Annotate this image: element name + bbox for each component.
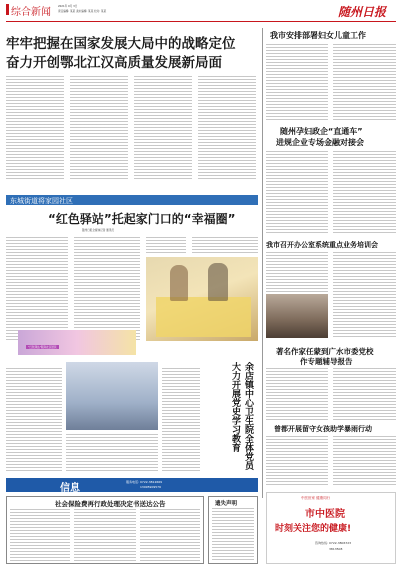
- newspaper-logo: 随州日报: [338, 5, 387, 19]
- ad-slogan: 时刻关注您的健康!: [275, 524, 352, 534]
- lost-body: [212, 508, 254, 561]
- feature-body-col1: [6, 237, 68, 341]
- right2-col1: [266, 151, 328, 233]
- right-article-1: [266, 28, 396, 122]
- feature-byline: 随州日报全媒体记者 通讯员: [82, 229, 114, 232]
- lead-body-col1: [6, 76, 64, 180]
- right-h3: 我市召开办公室系统重点业务培训会: [266, 241, 378, 249]
- notice-body-col2: [74, 509, 136, 561]
- column-divider: [262, 28, 263, 498]
- photo-person: [208, 263, 228, 301]
- lost-notice: [208, 496, 258, 564]
- right-h2-line2: 进规企业专场金融对接会: [276, 138, 364, 147]
- lead-title-line2: 奋力开创鄂北江汉高质量发展新局面: [6, 55, 222, 71]
- editors-line: 责任编辑: 某某 美术编辑: 某某 校对: 某某: [58, 10, 107, 13]
- vertical-headline-box: [204, 362, 258, 472]
- feature-caption: “红色驿站”服务社区居民: [28, 346, 57, 349]
- header-rule: [6, 21, 396, 22]
- photo-table: [156, 297, 251, 337]
- info-phone-label: 服务电话:: [126, 480, 140, 484]
- right-article-4: [266, 346, 396, 422]
- right4-col2: [333, 368, 396, 420]
- right5-col2: [333, 436, 396, 486]
- notice-body-col1: [10, 509, 70, 561]
- notice-title: 社会保险费再行政处理决定书送达公告: [55, 500, 166, 508]
- hospital-ad: [266, 492, 396, 564]
- feature-photo-left: [18, 330, 136, 355]
- info-title: 信息: [60, 483, 80, 494]
- right1-col2: [333, 44, 396, 120]
- info-fax: 13995909576: [140, 485, 161, 489]
- lead-body-col4: [198, 76, 256, 180]
- right4-col1: [266, 368, 328, 420]
- right-h4-line1: 著名作家任蒙到广水市委党校: [276, 347, 374, 356]
- lost-title: 遗失声明: [215, 501, 238, 507]
- lead-body-col2: [70, 76, 128, 180]
- section-marker: [6, 4, 9, 15]
- right-article-2: [266, 126, 396, 234]
- lead-title-line1: 牢牢把握在国家发展大局中的战略定位: [6, 36, 236, 52]
- feature-body-col2: [74, 237, 140, 341]
- right2-col2: [333, 151, 396, 233]
- right-h2-line1: 随州孕妇政企“直通车”: [280, 127, 363, 136]
- header: [0, 0, 402, 24]
- right5-col1: [266, 436, 328, 486]
- right-article-3: [266, 238, 396, 342]
- right-h5: 曾都开展留守女孩助学暴雨行动: [274, 425, 372, 433]
- notice-body-col3: [140, 509, 200, 561]
- feature-body-col3: [146, 237, 186, 255]
- right-h1: 我市安排部署妇女儿童工作: [270, 31, 366, 40]
- lead-article: [6, 28, 258, 188]
- right-article-5: [266, 424, 396, 488]
- ad-hospital: 市中医院: [305, 509, 345, 520]
- date-line: 2021年 9月 3日: [58, 5, 78, 8]
- ad-phone: 0722-3806723: [329, 541, 352, 545]
- lower-left-photo: [66, 362, 158, 430]
- section-title: 综合新闻: [11, 7, 51, 18]
- right1-col1: [266, 44, 328, 120]
- feature-photo: [146, 257, 258, 341]
- photo-person: [170, 265, 188, 301]
- info-bar: [6, 478, 258, 492]
- notice: [6, 496, 204, 564]
- vertical-headline: 余店镇中心卫生院全体党员 大力开展党史学习教育: [230, 362, 253, 470]
- feature-body-col4: [192, 237, 258, 255]
- feature-article: [6, 195, 258, 360]
- right3-col1: [266, 252, 328, 292]
- feature-title: “红色驿站”托起家门口的“幸福圈”: [48, 212, 236, 226]
- right3-col2: [333, 252, 396, 338]
- right3-photo: [266, 294, 328, 338]
- ad-phone-label: 咨询热线:: [315, 541, 329, 545]
- ad-top: 中医世家 健康同行: [301, 496, 331, 500]
- feature-band-label: 东城街道将家园社区: [10, 197, 73, 205]
- lead-body-col3: [134, 76, 192, 180]
- right-h4-line2: 作专题辅导报告: [300, 357, 353, 366]
- ad-phone2: 3813508: [329, 547, 343, 551]
- lower-col3-body: [162, 368, 200, 472]
- lower-mid-body: [66, 434, 158, 472]
- info-phone: 0722-3812669: [140, 480, 163, 484]
- lower-left-body: [6, 368, 62, 472]
